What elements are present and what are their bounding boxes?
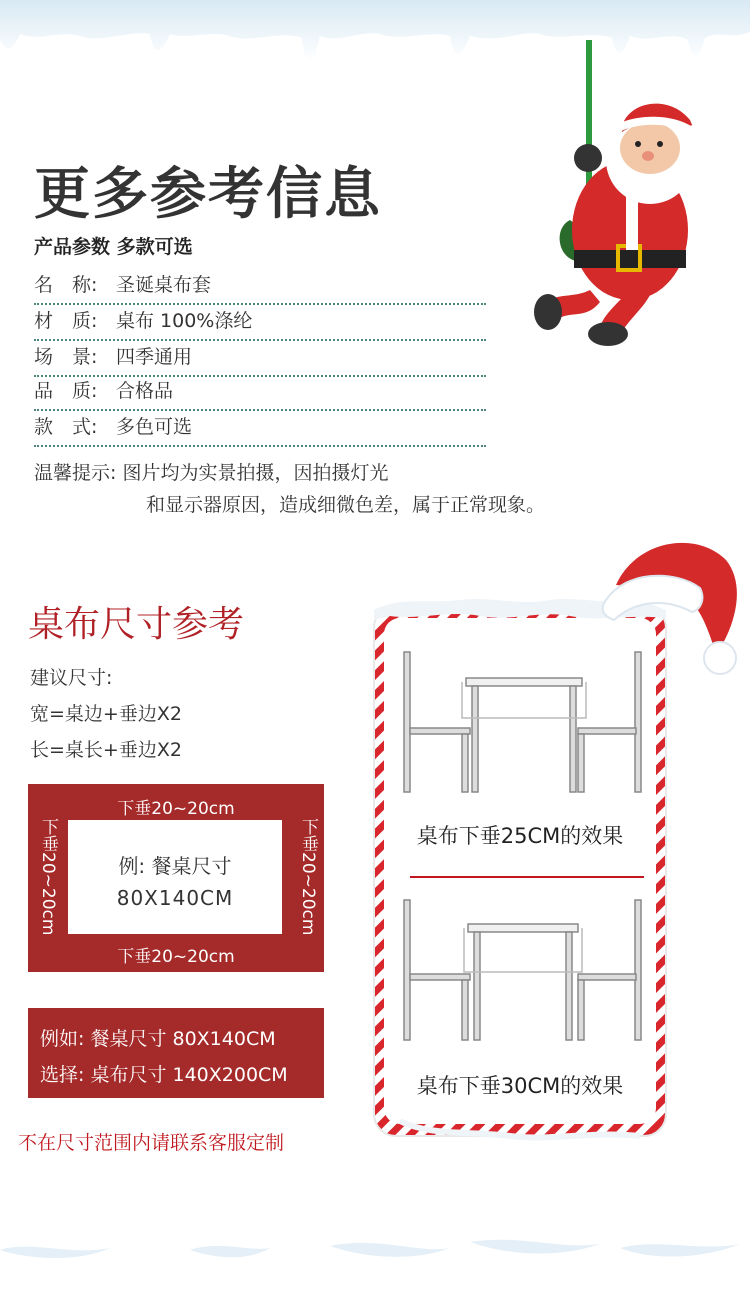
tips-line-1: 温馨提示: 图片均为实景拍摄，因拍摄灯光	[34, 462, 389, 484]
length-formula: 长=桌长+垂边X2	[30, 739, 182, 761]
suggest-title: 建议尺寸:	[30, 667, 113, 689]
width-formula: 宽=桌边+垂边X2	[30, 703, 182, 725]
spec-row-name	[34, 268, 486, 305]
page-title: 更多参考信息	[34, 162, 382, 227]
santa-climbing-rope-illustration	[530, 40, 730, 350]
spec-label: 品 质:	[34, 380, 98, 402]
effect-caption-25cm: 桌布下垂25CM的效果	[416, 824, 624, 848]
spec-label: 场 景:	[34, 346, 98, 368]
example-table-size: 80X140CM	[116, 886, 234, 910]
drop-top-label: 下垂20~20cm	[117, 799, 235, 819]
tips-line-2: 和显示器原因，造成细微色差，属于正常现象。	[146, 494, 546, 516]
spec-value: 四季通用	[116, 346, 193, 368]
table-top-area	[68, 820, 282, 934]
drop-right-label: 下垂20~20cm	[298, 818, 318, 936]
spec-row-scene	[34, 340, 486, 377]
divider-line	[410, 876, 644, 878]
table-drop-30cm-illustration	[400, 896, 645, 1046]
table-drop-25cm-illustration	[400, 648, 645, 798]
custom-size-note: 不在尺寸范围内请联系客服定制	[18, 1132, 285, 1154]
spec-value: 圣诞桌布套	[116, 274, 212, 296]
spec-row-material	[34, 304, 486, 341]
suggest-size-block	[30, 660, 182, 768]
tablecloth-size-diagram	[28, 784, 324, 972]
example-table-label: 例: 餐桌尺寸	[118, 854, 232, 878]
spec-label: 名 称:	[34, 274, 98, 296]
example-line-1: 例如: 餐桌尺寸 80X140CM	[40, 1028, 276, 1050]
warm-tips	[34, 457, 545, 521]
subtitle: 产品参数 多款可选	[34, 236, 193, 258]
spec-label: 款 式:	[34, 416, 98, 438]
spec-value: 桌布 100%涤纶	[116, 310, 253, 332]
drop-bottom-label: 下垂20~20cm	[117, 947, 235, 967]
drop-left-label: 下垂20~20cm	[38, 818, 58, 936]
size-section-title: 桌布尺寸参考	[28, 604, 245, 645]
example-line-2: 选择: 桌布尺寸 140X200CM	[40, 1064, 288, 1086]
spec-row-quality	[34, 374, 486, 411]
spec-value: 合格品	[116, 380, 174, 402]
example-box	[28, 1008, 324, 1098]
spec-label: 材 质:	[34, 310, 98, 332]
spec-value: 多色可选	[116, 416, 193, 438]
spec-row-style	[34, 410, 486, 447]
effect-caption-30cm: 桌布下垂30CM的效果	[416, 1074, 624, 1098]
snow-bottom-decoration	[0, 1230, 750, 1305]
